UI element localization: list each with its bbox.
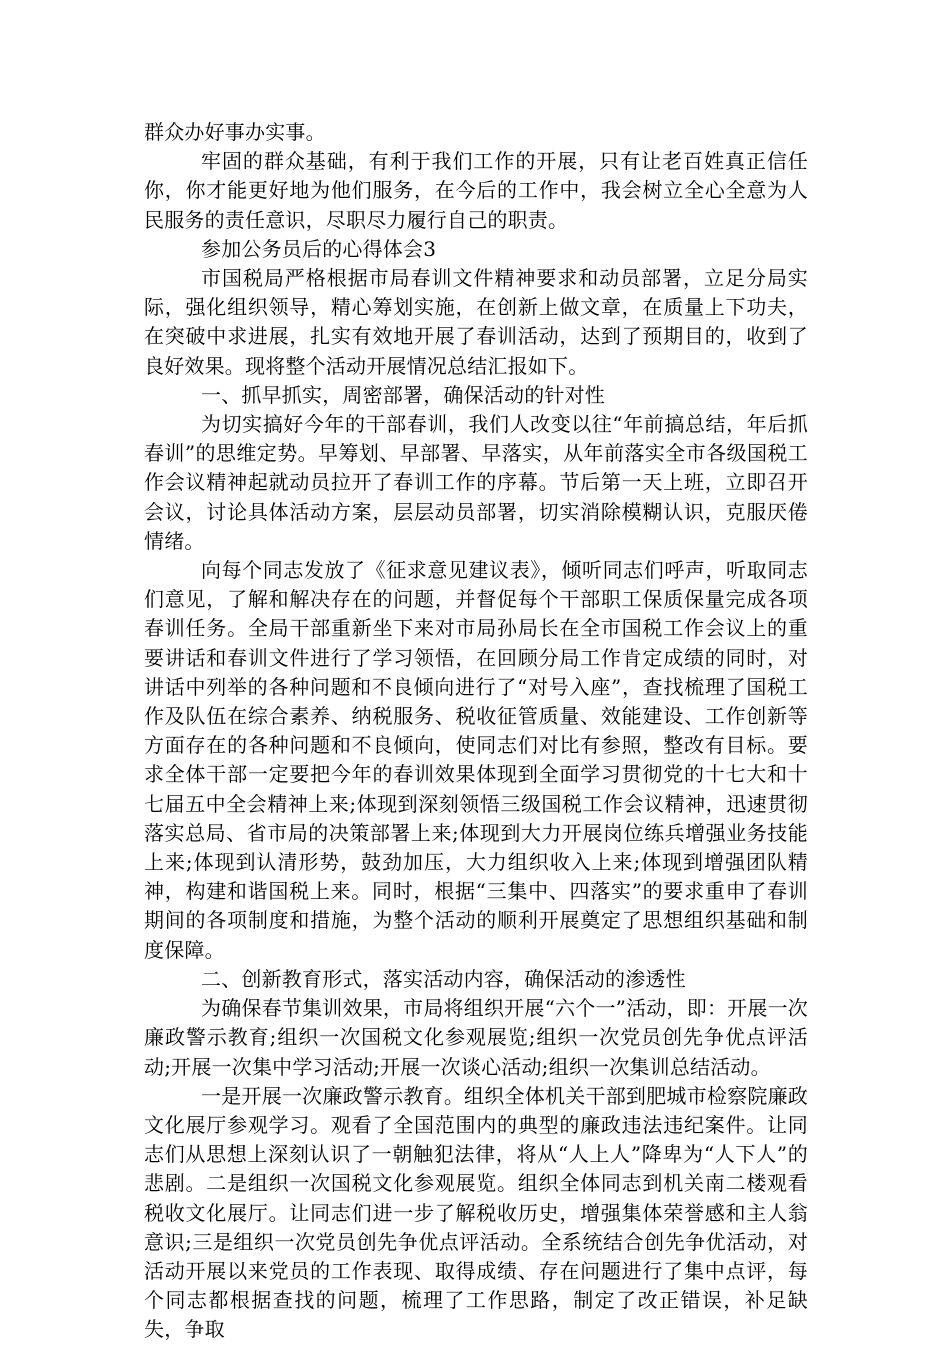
document-page <box>144 118 808 1345</box>
section-title-3: 参加公务员后的心得体会3 <box>201 236 437 261</box>
paragraph-6: 为切实搞好今年的干部春训，我们人改变以往“年前搞总结，年后抓春训”的思维定势。早筹划、早部署、早落实，从年前落实全市各级国税工作会议精神起就动员拉开了春训工作的序幕。节后第一天上班，立即召开会议，讨论具体活动方案，层层动员部署，切实消除模糊认识，克服厌倦情绪。 <box>144 412 808 553</box>
heading-1: 一、抓早抓实，周密部署，确保活动的针对性 <box>201 382 605 407</box>
paragraph-7: 向每个同志发放了《征求意见建议表》，倾听同志们呼声，听取同志们意见，了解和解决存在的问题，并督促每个干部职工保质保量完成各项春训任务。全局干部重新坐下来对市局孙局长在全市国税工作会议上的重要讲话和春训文件进行了学习领悟，在回顾分局工作肯定成绩的同时，对讲话中列举的各种问题和不良倾向进行了“对号入座”，查找梳理了国税工作及队伍在综合素养、纳税服务、税收征管质量、效能建设、工作创新等方面存在的各种问题和不良倾向，使同志们对比有参照，整改有目标。要求全体干部一定要把今年的春训效果体现到全面学习贯彻党的十七大和十七届五中全会精神上来;体现到深刻领悟三级国税工作会议精神，迅速贯彻落实总局、省市局的决策部署上来;体现到大力开展岗位练兵增强业务技能上来;体现到认清形势，鼓劲加压，大力组织收入上来;体现到增强团队精神，构建和谐国税上来。同时，根据“三集中、四落实”的要求重申了春训期间的各项制度和措施，为整个活动的顺利开展奠定了思想组织基础和制度保障。 <box>144 558 808 962</box>
paragraph-9: 为确保春节集训效果，市局将组织开展“六个一”活动，即：开展一次廉政警示教育;组织一次国税文化参观展览;组织一次党员创先争优点评活动;开展一次集中学习活动;开展一次谈心活动;组织一次集训总结活动。 <box>144 996 808 1079</box>
heading-2: 二、创新教育形式，落实活动内容，确保活动的渗透性 <box>201 966 686 991</box>
paragraph-10: 一是开展一次廉政警示教育。组织全体机关干部到肥城市检察院廉政文化展厅参观学习。观看了全国范围内的典型的廉政违法违纪案件。让同志们从思想上深刻认识了一朝触犯法律，将从“人上人”降卑为“人下人”的悲剧。二是组织一次国税文化参观展览。组织全体同志到机关南二楼观看税收文化展厅。让同志们进一步了解税收历史，增强集体荣誉感和主人翁意识;三是组织一次党员创先争优点评活动。全系统结合创先争优活动，对活动开展以来党员的工作表现、取得成绩、存在问题进行了集中点评，每个同志都根据查找的问题，梳理了工作思路，制定了改正错误，补足缺失，争取 <box>144 1083 808 1342</box>
paragraph-1: 群众办好事办实事。 <box>144 120 326 144</box>
paragraph-2: 牢固的群众基础，有利于我们工作的开展，只有让老百姓真正信任你，你才能更好地为他们服务，在今后的工作中，我会树立全心全意为人民服务的责任意识，尽职尽力履行自己的职责。 <box>144 149 808 232</box>
paragraph-4: 市国税局严格根据市局春训文件精神要求和动员部署，立足分局实际，强化组织领导，精心筹划实施，在创新上做文章，在质量上下功夫，在突破中求进展，扎实有效地开展了春训活动，达到了预期目的，收到了良好效果。现将整个活动开展情况总结汇报如下。 <box>144 266 808 378</box>
